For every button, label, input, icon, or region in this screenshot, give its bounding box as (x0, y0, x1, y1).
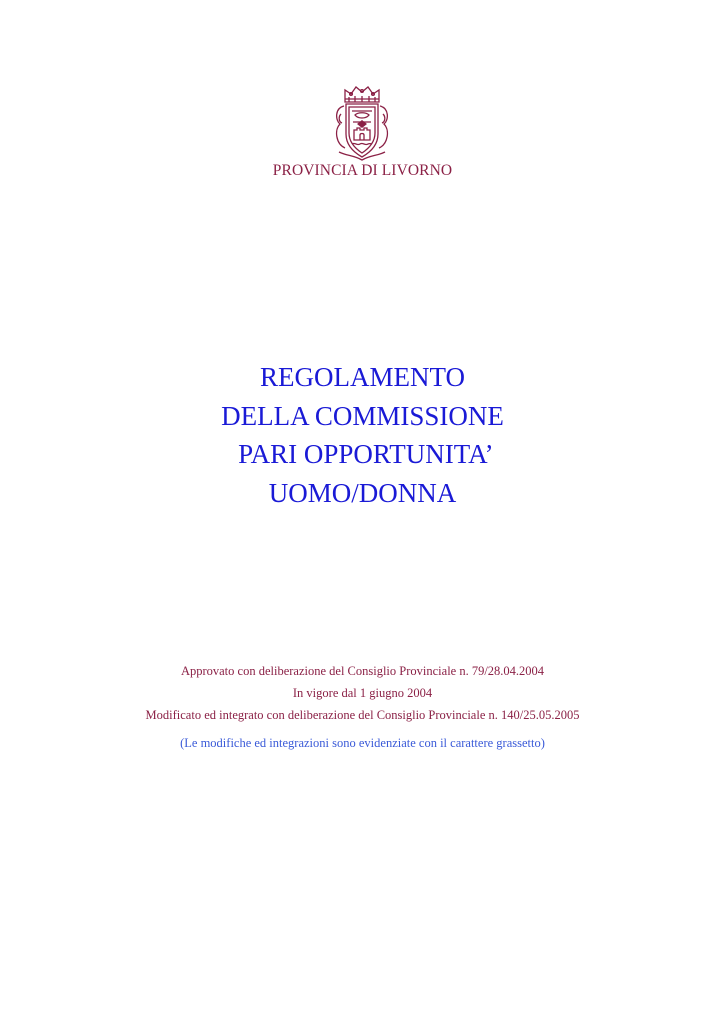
title-line: PARI OPPORTUNITA’ (231, 439, 494, 469)
coat-of-arms-icon (331, 82, 393, 162)
title-line: REGOLAMENTO (260, 362, 465, 392)
organization-name: PROVINCIA DI LIVORNO (272, 162, 453, 179)
title-line: DELLA COMMISSIONE (221, 400, 504, 431)
document-title (0, 358, 725, 512)
modification-line: Modificato ed integrato con deliberazione del Consiglio Provinciale n. 140/25.05.2005 (145, 708, 580, 722)
approval-line: Approvato con deliberazione del Consiglio Provinciale n. 79/28.04.2004 (180, 664, 545, 678)
title-line: UOMO/DONNA (268, 477, 457, 508)
bold-changes-note: (Le modifiche ed integrazioni sono evidenziate con il carattere grassetto) (180, 736, 545, 750)
approval-info (0, 660, 725, 726)
in-force-line: In vigore dal 1 giugno 2004 (292, 686, 433, 700)
